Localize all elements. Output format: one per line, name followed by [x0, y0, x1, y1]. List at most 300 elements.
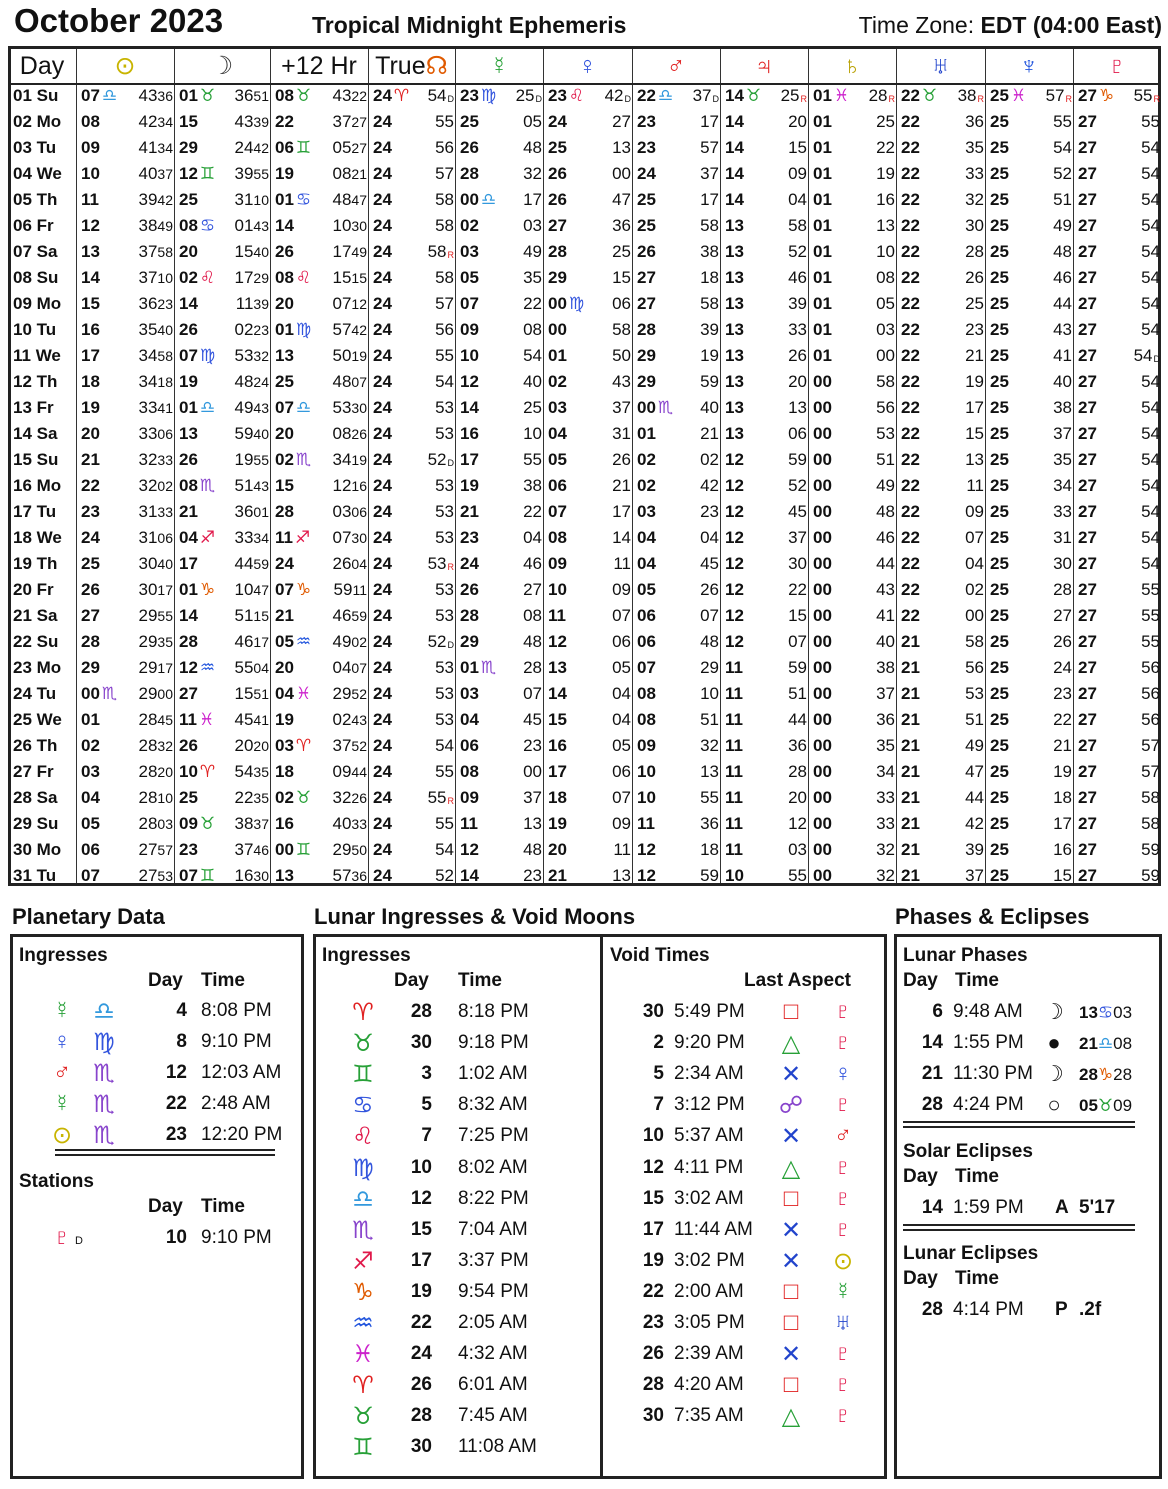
sign-glyph-icon: ♍ — [93, 1029, 115, 1056]
table-cell — [460, 83, 546, 109]
minute-value: 41 — [876, 606, 895, 625]
degree-value: 20 — [275, 658, 294, 677]
degree-value: 24 — [373, 554, 392, 573]
degree-value: 22 — [901, 502, 920, 521]
cell-right — [788, 291, 807, 317]
degree-value: 02 — [637, 476, 656, 495]
minute-value: 17 — [965, 398, 984, 417]
cell-right — [428, 239, 454, 265]
table-cell — [275, 473, 371, 499]
phase-position — [1079, 1034, 1132, 1054]
cell-right — [235, 499, 270, 525]
degree-value: 20 — [81, 424, 100, 443]
table-cell — [990, 187, 1076, 213]
minute-value: 39 — [965, 840, 984, 859]
column-header — [76, 49, 174, 83]
table-cell — [373, 499, 458, 525]
table-cell — [179, 369, 273, 395]
table-cell — [548, 837, 635, 863]
cell-left — [637, 83, 675, 109]
cell-left — [179, 707, 216, 733]
degree-value: 04 — [637, 528, 656, 547]
degree-value: 01 — [179, 580, 198, 599]
minute-second-value: 1216 — [332, 476, 367, 495]
planet-glyph-icon: ☿ — [834, 1277, 852, 1305]
degree-value: 28 — [637, 320, 656, 339]
cell-left — [637, 759, 656, 785]
minute-second-value: 2832 — [138, 736, 173, 755]
degree-value: 20 — [275, 294, 294, 313]
minute-second-value: 5435 — [234, 762, 269, 781]
degree-value: 19 — [460, 476, 479, 495]
table-cell — [637, 135, 723, 161]
cell-left — [373, 135, 392, 161]
cell-right — [435, 681, 454, 707]
cell-right — [523, 421, 542, 447]
minute-value: 23 — [965, 320, 984, 339]
cell-right — [333, 629, 368, 655]
cell-left — [81, 135, 100, 161]
cell-left — [81, 213, 100, 239]
minute-value: 37 — [1053, 424, 1072, 443]
minute-value: 37 — [612, 398, 631, 417]
degree-value: 26 — [637, 242, 656, 261]
table-cell — [637, 213, 723, 239]
table-cell — [275, 187, 371, 213]
minute-value: 20 — [788, 372, 807, 391]
day-label: 28 Sa — [13, 788, 58, 807]
degree-value: 11 — [725, 710, 743, 729]
minute-value: 54 — [435, 840, 454, 859]
cell-left — [373, 551, 392, 577]
table-cell — [637, 395, 723, 421]
minute-value: 19 — [965, 372, 984, 391]
cell-right — [333, 395, 368, 421]
minute-value: 32 — [876, 866, 895, 885]
minute-value: 21 — [700, 424, 719, 443]
degree-value: 24 — [373, 268, 392, 287]
minute-second-value: 3727 — [332, 112, 367, 131]
degree-value: 17 — [81, 346, 100, 365]
minute-second-value: 0306 — [332, 502, 367, 521]
degree-value: 12 — [548, 632, 567, 651]
degree-value: 14 — [179, 606, 198, 625]
cell-left — [1078, 187, 1097, 213]
minute-value: 42 — [700, 476, 719, 495]
table-cell — [81, 109, 177, 135]
void-day: 7 — [653, 1094, 664, 1116]
cell-left — [179, 759, 217, 785]
table-cell — [813, 577, 899, 603]
minute-value: 28 — [868, 86, 888, 105]
cell-right — [788, 265, 807, 291]
table-cell — [725, 343, 811, 369]
minute-value: 25 — [780, 86, 800, 105]
cell-right — [235, 187, 270, 213]
degree-value: 25 — [990, 86, 1009, 105]
degree-value: 00 — [813, 658, 832, 677]
minute-value: 54 — [1133, 346, 1153, 365]
cell-right — [612, 317, 631, 343]
table-cell — [1078, 213, 1164, 239]
minute-second-value: 5330 — [332, 398, 367, 417]
cell-left — [901, 629, 920, 655]
degree-value: 20 — [179, 242, 198, 261]
table-cell — [637, 551, 723, 577]
table-cell — [813, 785, 899, 811]
cell-right — [876, 395, 895, 421]
minute-value: 35 — [1053, 450, 1072, 469]
minute-second-value: 3942 — [138, 190, 173, 209]
cell-left — [179, 109, 198, 135]
eclipse-type: P — [1055, 1299, 1068, 1320]
cell-right — [428, 785, 454, 811]
table-cell — [1078, 135, 1164, 161]
cell-left — [460, 837, 479, 863]
cell-right — [139, 863, 174, 889]
degree-value: 25 — [990, 268, 1009, 287]
degree-value: 09 — [637, 736, 656, 755]
cell-left — [813, 161, 832, 187]
cell-right — [700, 759, 719, 785]
degree-value: 13 — [725, 242, 744, 261]
minute-value: 51 — [788, 684, 807, 703]
table-cell — [548, 863, 635, 889]
degree-value: 25 — [990, 554, 1009, 573]
table-cell — [373, 655, 458, 681]
degree-value: 12 — [725, 450, 744, 469]
degree-value: 27 — [1078, 580, 1097, 599]
table-cell — [813, 837, 899, 863]
degree-value: 11 — [460, 814, 478, 833]
cell-left — [725, 83, 763, 109]
cell-left — [373, 629, 392, 655]
degree-value: 10 — [179, 762, 198, 781]
degree-value: 00 — [813, 606, 832, 625]
cell-right — [788, 629, 807, 655]
cell-left — [725, 785, 743, 811]
cell-right — [523, 291, 542, 317]
table-cell — [373, 187, 458, 213]
minute-second-value: 2235 — [234, 788, 269, 807]
cell-left — [460, 239, 479, 265]
minute-value: 27 — [523, 580, 542, 599]
cell-right — [435, 733, 454, 759]
minute-value: 40 — [1053, 372, 1072, 391]
table-cell — [813, 213, 899, 239]
lunar-ingress-time: 9:18 PM — [458, 1032, 529, 1054]
minute-value: 28 — [1053, 580, 1072, 599]
cell-left — [813, 681, 832, 707]
degree-value: 24 — [373, 502, 392, 521]
sign-glyph-icon: ♍ — [480, 86, 497, 105]
lunar-ingress-day: 26 — [410, 1374, 432, 1396]
cell-right — [333, 681, 368, 707]
table-cell — [1078, 577, 1164, 603]
table-cell — [81, 239, 177, 265]
minute-value: 43 — [1053, 320, 1072, 339]
minute-value: 55 — [700, 788, 719, 807]
minute-second-value: 1030 — [332, 216, 367, 235]
table-cell — [548, 83, 635, 109]
degree-value: 13 — [725, 346, 744, 365]
cell-right — [1141, 759, 1160, 785]
sign-glyph-icon: ♐ — [294, 528, 311, 547]
degree-value: 12 — [725, 502, 744, 521]
cell-left — [179, 525, 217, 551]
cell-left — [81, 473, 100, 499]
minute-value: 54 — [1141, 190, 1160, 209]
minute-value: 55 — [435, 112, 454, 131]
minute-value: 32 — [523, 164, 542, 183]
cell-left — [460, 525, 479, 551]
degree-value: 00 — [548, 294, 567, 313]
degree-value: 21 — [81, 450, 100, 469]
cell-left — [460, 733, 479, 759]
cell-left — [637, 343, 656, 369]
cell-left — [548, 395, 567, 421]
cell-left — [548, 577, 567, 603]
cell-right — [1053, 265, 1072, 291]
cell-left — [813, 811, 832, 837]
cell-left — [637, 187, 656, 213]
cell-left — [548, 473, 567, 499]
cell-right — [876, 733, 895, 759]
degree-value: 27 — [1078, 346, 1097, 365]
cell-left — [275, 395, 313, 421]
cell-left — [813, 837, 832, 863]
cell-left — [637, 135, 656, 161]
station-flag: D — [447, 458, 454, 468]
cell-left — [1078, 291, 1097, 317]
minute-value: 56 — [1141, 710, 1160, 729]
table-cell — [81, 811, 177, 837]
table-cell — [373, 109, 458, 135]
degree-value: 22 — [901, 268, 920, 287]
cell-right — [700, 135, 719, 161]
phase-sign-icon: ♎ — [1097, 1034, 1114, 1053]
sign-glyph-icon: ♏ — [93, 1122, 115, 1149]
cell-right — [876, 785, 895, 811]
degree-value: 22 — [901, 164, 920, 183]
cell-right — [1141, 265, 1160, 291]
cell-right — [139, 291, 174, 317]
table-cell — [275, 213, 371, 239]
table-cell — [179, 525, 273, 551]
sign-glyph-icon: ♌ — [295, 268, 312, 287]
cell-right — [876, 603, 895, 629]
cell-right — [700, 629, 719, 655]
cell-left — [373, 499, 392, 525]
station-flag: R — [447, 562, 454, 572]
table-cell — [813, 161, 899, 187]
minute-value: 11 — [966, 476, 984, 495]
degree-value: 11 — [637, 814, 655, 833]
degree-value: 22 — [901, 450, 920, 469]
table-cell — [179, 343, 273, 369]
cell-left — [990, 655, 1009, 681]
cell-left — [275, 863, 294, 889]
solar-eclipses-label: Solar Eclipses — [903, 1141, 1033, 1162]
degree-value: 27 — [1078, 268, 1097, 287]
lunar-ingress-time: 7:25 PM — [458, 1125, 529, 1147]
cell-left — [1078, 837, 1097, 863]
minute-value: 52 — [435, 866, 454, 885]
table-cell — [813, 681, 899, 707]
cell-left — [179, 421, 198, 447]
cell-left — [637, 733, 656, 759]
cell-right — [876, 863, 895, 889]
minute-value: 54 — [1141, 242, 1160, 261]
cell-left — [275, 161, 294, 187]
table-cell — [275, 733, 371, 759]
column-divider — [76, 49, 77, 883]
aspect-glyph-icon: ✕ — [780, 1061, 802, 1089]
degree-value: 00 — [548, 320, 567, 339]
day-label: 29 Su — [13, 814, 59, 833]
planet-glyph-icon: ♃ — [754, 52, 774, 80]
cell-left — [460, 369, 479, 395]
cell-right — [1141, 499, 1160, 525]
minute-value: 59 — [700, 866, 719, 885]
minute-second-value: 3955 — [234, 164, 269, 183]
table-cell — [548, 317, 635, 343]
cell-left — [81, 759, 100, 785]
degree-value: 03 — [460, 684, 479, 703]
cell-left — [179, 265, 217, 291]
minute-value: 39 — [788, 294, 807, 313]
cell-right — [139, 421, 174, 447]
minute-second-value: 2820 — [138, 762, 173, 781]
table-cell — [990, 473, 1076, 499]
cell-left — [637, 213, 656, 239]
cell-left — [1078, 811, 1097, 837]
table-cell — [990, 655, 1076, 681]
degree-value: 24 — [373, 398, 392, 417]
cell-right — [876, 187, 895, 213]
sign-glyph-icon: ♍ — [352, 1154, 374, 1182]
table-cell — [460, 343, 546, 369]
cell-left — [373, 239, 392, 265]
cell-right — [965, 447, 984, 473]
minute-second-value: 3752 — [332, 736, 367, 755]
cell-right — [139, 681, 174, 707]
cell-left — [81, 83, 119, 109]
degree-value: 01 — [813, 138, 832, 157]
cell-left — [1078, 239, 1097, 265]
phase-minute: 28 — [1113, 1065, 1133, 1084]
degree-value: 27 — [1078, 112, 1097, 131]
cell-right — [965, 577, 984, 603]
cell-left — [460, 213, 479, 239]
planet-glyph-icon: ♅ — [834, 1309, 852, 1336]
cell-left — [548, 239, 567, 265]
ingress-time: 12:03 AM — [201, 1062, 282, 1083]
cell-left — [179, 863, 217, 889]
cell-right — [435, 707, 454, 733]
degree-value: 03 — [275, 736, 294, 755]
degree-value: 29 — [637, 372, 656, 391]
degree-value: 18 — [275, 762, 294, 781]
cell-left — [725, 577, 744, 603]
table-cell — [275, 603, 371, 629]
cell-left — [725, 837, 743, 863]
cell-left — [990, 733, 1009, 759]
day-label: 05 Th — [13, 190, 58, 209]
minute-second-value: 0944 — [332, 762, 367, 781]
minute-second-value: 4847 — [332, 190, 367, 209]
table-cell — [725, 213, 811, 239]
table-cell — [637, 577, 723, 603]
cell-left — [1078, 421, 1097, 447]
table-cell — [460, 317, 546, 343]
cell-right — [876, 239, 895, 265]
minute-value: 20 — [788, 788, 807, 807]
sign-glyph-icon: ♏ — [101, 684, 118, 703]
minute-value: 52 — [1053, 164, 1072, 183]
phase-time: 1:55 PM — [953, 1032, 1024, 1053]
cell-left — [81, 187, 99, 213]
minute-value: 21 — [965, 346, 984, 365]
table-cell — [637, 603, 723, 629]
minute-value: 25 — [523, 398, 542, 417]
cell-left — [548, 629, 567, 655]
phase-time: 11:30 PM — [953, 1063, 1033, 1084]
cell-right — [523, 655, 542, 681]
table-cell — [813, 395, 899, 421]
degree-value: 25 — [990, 632, 1009, 651]
cell-right — [516, 83, 542, 109]
day-label: 20 Fr — [13, 580, 54, 599]
minute-value: 58 — [700, 294, 719, 313]
minute-value: 58 — [612, 320, 631, 339]
sign-glyph-icon: ♑ — [1098, 86, 1115, 105]
minute-value: 54 — [435, 372, 454, 391]
degree-value: 27 — [179, 684, 198, 703]
table-cell — [1078, 551, 1164, 577]
degree-value: 21 — [901, 658, 920, 677]
cell-left — [460, 109, 479, 135]
cell-right — [700, 577, 719, 603]
table-cell — [990, 551, 1076, 577]
degree-value: 25 — [990, 814, 1009, 833]
cell-right — [435, 421, 454, 447]
ingress-day: 23 — [165, 1124, 187, 1145]
degree-value: 27 — [637, 268, 656, 287]
cell-right — [693, 83, 719, 109]
table-cell — [275, 239, 371, 265]
degree-value: 25 — [179, 190, 198, 209]
cell-left — [725, 291, 744, 317]
table-cell — [813, 629, 899, 655]
ingress-day: 8 — [176, 1031, 187, 1052]
sign-glyph-icon: ♊ — [295, 840, 312, 859]
degree-value: 22 — [901, 372, 920, 391]
degree-value: 08 — [275, 268, 294, 287]
table-cell — [1078, 395, 1164, 421]
station-flag: R — [977, 94, 984, 104]
eclipse-time: 4:14 PM — [953, 1299, 1024, 1320]
cell-right — [612, 577, 631, 603]
degree-value: 01 — [813, 242, 832, 261]
cell-right — [965, 551, 984, 577]
degree-value: 14 — [725, 138, 744, 157]
cell-right — [700, 109, 719, 135]
minute-value: 38 — [523, 476, 542, 495]
table-cell — [373, 863, 458, 889]
void-time: 7:35 AM — [674, 1405, 744, 1427]
table-cell — [725, 447, 811, 473]
